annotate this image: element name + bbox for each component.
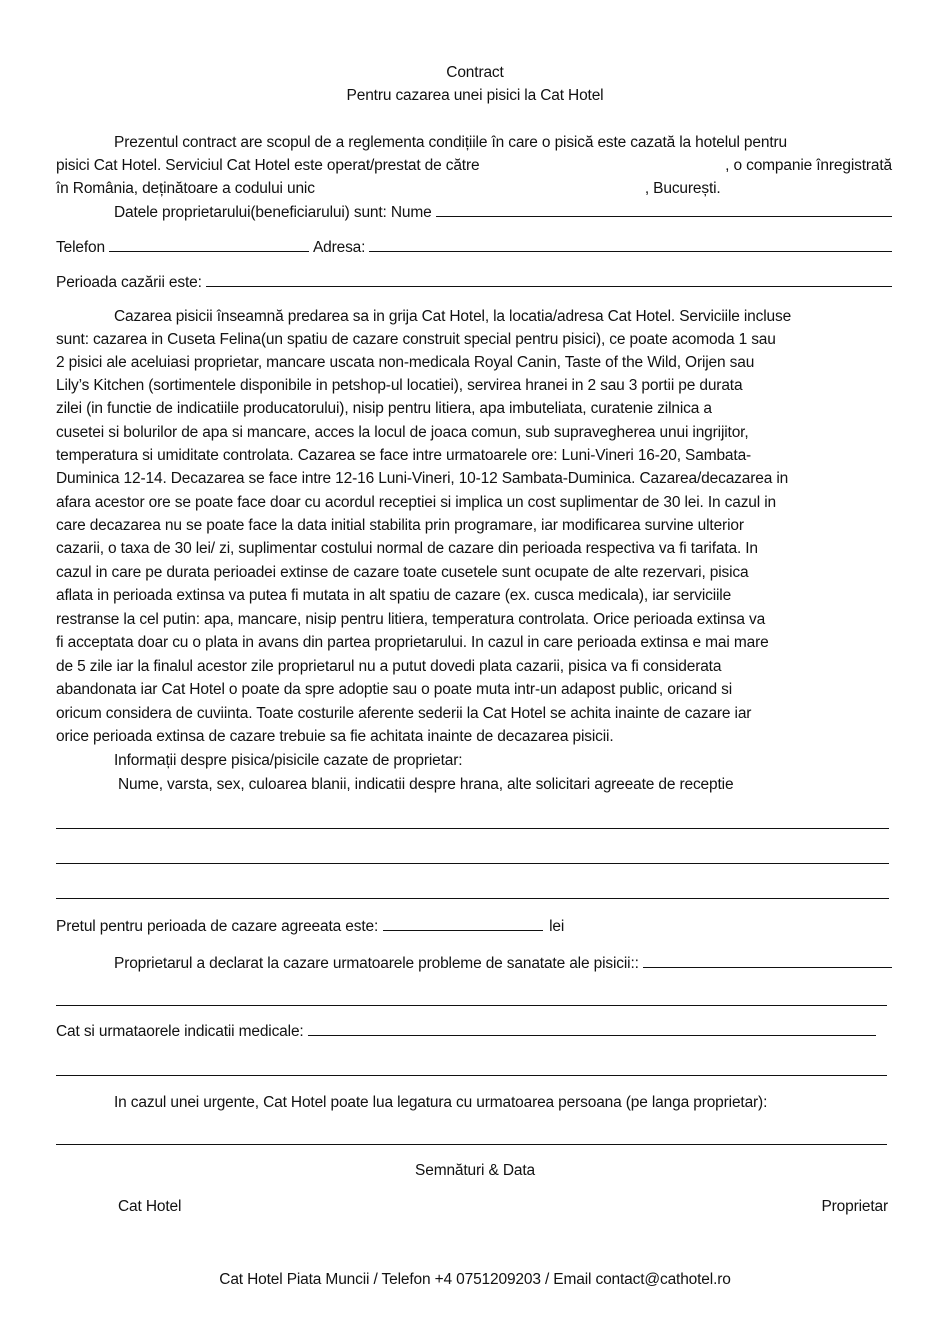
terms-line: 2 pisici ale aceluiasi proprietar, mancare uscata non-medicala Royal Canin, Taste of the Wild, Orijen sau [56,354,755,371]
medical-indications-field-line-2[interactable] [56,1075,887,1076]
stay-period-field[interactable] [206,271,892,287]
stay-period-label: Perioada cazării este: [56,274,202,291]
medical-indications-row [56,1020,876,1043]
cat-info-hint: Nume, varsta, sex, culoarea blanii, indicatii despre hrana, alte solicitari agreeate de receptie [118,776,734,793]
cat-info-field-line-3[interactable] [56,898,889,899]
emergency-contact-field[interactable] [56,1144,887,1145]
medical-indications-field[interactable] [308,1020,876,1036]
phone-label: Telefon [56,239,105,256]
terms-line: afara acestor ore se poate face doar cu acordul receptiei si implica un cost suplimentar de 30 lei. In cazul in [56,494,776,511]
terms-line: fi acceptata doar cu o plata in avans din partea proprietarului. In cazul in care perioada extinsa e mai mare [56,634,769,651]
redacted-company-name [479,155,725,167]
cat-info-field-line-1[interactable] [56,828,889,829]
terms-line: cazarii, o taxa de 30 lei/ zi, suplimentar costului normal de cazare din perioada respectiva va fi tarifata. In [56,540,758,557]
terms-line: Cazarea pisicii înseamnă predarea sa in grija Cat Hotel, la locatia/adresa Cat Hotel. Serviciile incluse [114,308,792,325]
medical-indications-label: Cat si urmataorele indicatii medicale: [56,1023,304,1040]
price-label: Pretul pentru perioada de cazare agreeata este: [56,918,379,935]
terms-line: oricum considera de cuviinta. Toate costurile aferente sederii la Cat Hotel se achita inainte de cazare iar [56,705,752,722]
terms-line: Duminica 12-14. Decazarea se face intre 12-16 Luni-Vineri, 10-12 Sambata-Duminica. Cazarea/decazarea in [56,470,789,487]
address-field[interactable] [369,236,892,252]
terms-line: cusetei si bolurilor de apa si mancare, acces la locul de joaca comun, sub supravegherea unui ingrijitor, [56,424,749,441]
terms-line: orice perioada extinsa de cazare trebuie sa fie achitata inainte de decazarea pisicii. [56,728,614,745]
intro-line-2-end: , o companie înregistrată [725,157,892,174]
health-problems-row [56,952,892,975]
emergency-contact-label: In cazul unei urgente, Cat Hotel poate lua legatura cu urmatoarea persoana (pe langa proprietar): [114,1094,768,1111]
signature-owner: Proprietar [821,1198,888,1215]
intro-line-3-start: în România, deținătoare a codului unic [56,180,315,197]
terms-line: Lily’s Kitchen (sortimentele disponibile in petshop-ul locatiei), servirea hranei in 2 sau 3 portii pe durata [56,377,743,394]
health-problems-field-line-2[interactable] [56,1005,887,1006]
intro-line-1: Prezentul contract are scopul de a reglementa condițiile în care o pisică este cazată la hotelul pentru [114,134,787,151]
redacted-company-code-address [315,178,645,190]
document-subtitle: Pentru cazarea unei pisici la Cat Hotel [346,87,604,104]
terms-line: sunt: cazarea in Cuseta Felina(un spatiu de cazare construit special pentru pisici), ce poate acomoda 1 sau [56,331,776,348]
cat-info-field-line-2[interactable] [56,863,889,864]
terms-line: de 5 zile iar la finalul acestor zile proprietarul nu a putut dovedi plata cazarii, pisica va fi considerata [56,658,722,675]
owner-name-label: Datele proprietarului(beneficiarului) sunt: Nume [114,204,432,221]
intro-line-2-start: pisici Cat Hotel. Serviciul Cat Hotel este operat/prestat de către [56,157,480,174]
terms-line: temperatura si umiditate controlata. Cazarea se face intre urmatoarele ore: Luni-Vineri 16-20, Sambata- [56,447,752,464]
terms-line: abandonata iar Cat Hotel o poate da spre adoptie sau o poate muta intr-un adapost public, oricand si [56,681,733,698]
owner-contact-row [56,236,892,259]
stay-period-row [56,271,892,294]
cat-info-heading: Informații despre pisica/pisicile cazate de proprietar: [114,752,463,769]
address-label: Adresa: [312,239,366,256]
health-problems-field[interactable] [643,952,892,968]
terms-line: cazul in care pe durata perioadei extinse de cazare toate cusetele sunt ocupate de alte rezervari, pisica [56,564,749,581]
signatures-heading: Semnături & Data [415,1162,535,1179]
owner-name-field[interactable] [436,201,892,217]
price-currency: lei [549,918,565,935]
owner-name-row [56,201,892,224]
footer-contact: Cat Hotel Piata Muncii / Telefon +4 0751209203 / Email contact@cathotel.ro [219,1271,731,1288]
intro-line-3-end: , București. [644,180,721,197]
terms-line: aflata in perioada extinsa va putea fi mutata in alt spatiu de cazare (ex. cusca medicala), iar serviciile [56,587,732,604]
terms-line: restranse la cel putin: apa, mancare, nisip pentru litiera, temperatura controlata. Orice perioada extinsa va [56,611,766,628]
terms-line: zilei (in functie de indicatiile producatorului), nisip pentru litiera, apa imbuteliata, curatenie zilnica a [56,400,712,417]
intro-line-2 [56,155,892,177]
signature-cat-hotel: Cat Hotel [118,1198,182,1215]
price-field[interactable] [383,915,543,931]
phone-field[interactable] [109,236,309,252]
document-title: Contract [446,64,504,81]
health-problems-label: Proprietarul a declarat la cazare urmatoarele probleme de sanatate ale pisicii:: [114,955,639,972]
price-row [56,915,892,938]
terms-line: care decazarea nu se poate face la data initial stabilita prin programare, iar modificarea survine ulterior [56,517,744,534]
intro-line-3 [56,178,892,200]
